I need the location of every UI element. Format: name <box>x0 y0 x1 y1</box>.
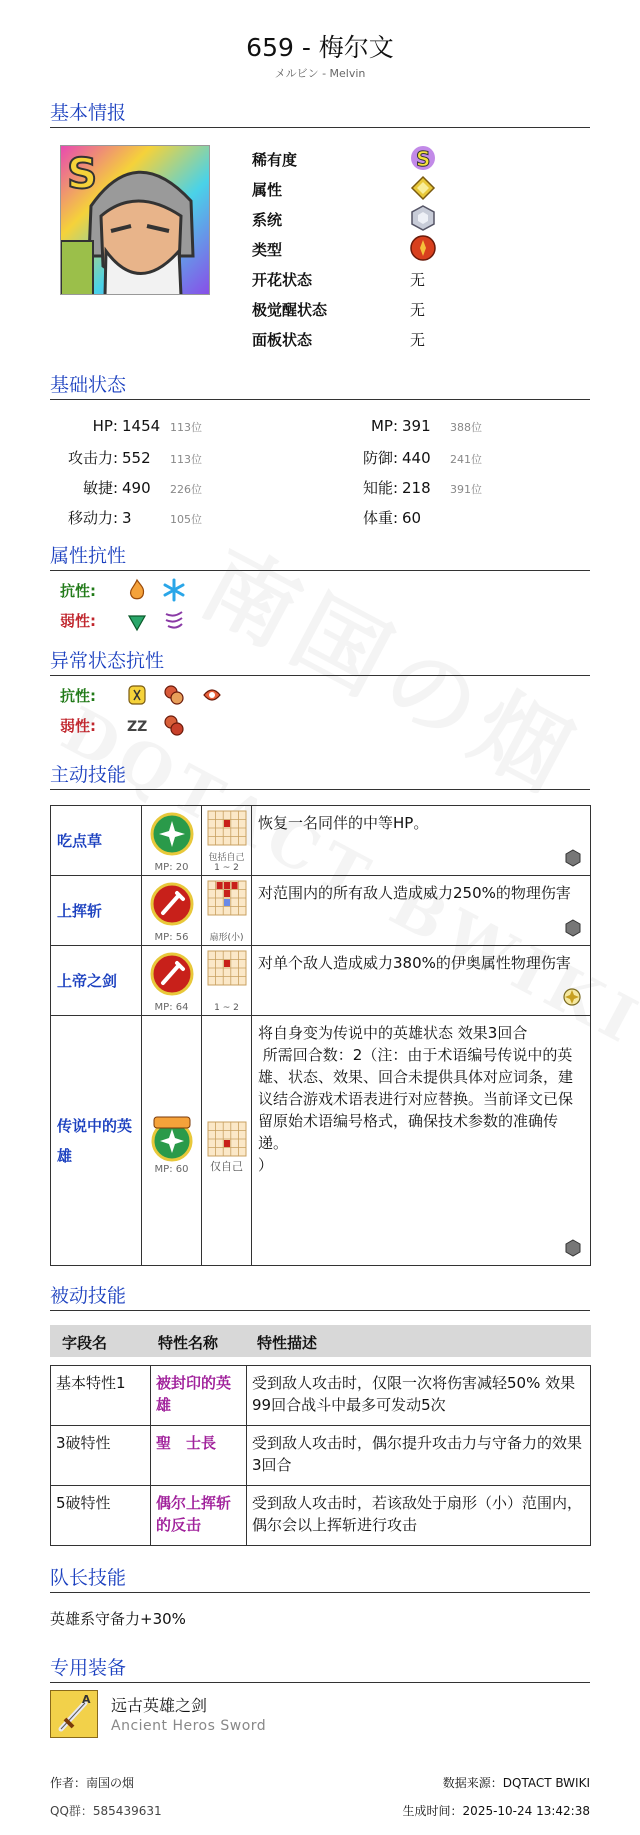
leader-skill-text: 英雄系守备力+30% <box>50 1610 186 1628</box>
footer-time <box>403 1802 590 1819</box>
heal-skill-icon <box>150 812 194 856</box>
passive-trait: 偶尔上挥斩的反击 <box>151 1486 247 1546</box>
skill-name: 吃点草 <box>51 806 142 876</box>
legend-skill-icon <box>148 1115 196 1163</box>
def-value: 440 <box>402 449 431 467</box>
mp-value: 391 <box>402 417 431 435</box>
skill-description <box>252 946 591 1016</box>
skill-mp: MP: 56 <box>154 932 189 943</box>
info-panel <box>252 323 592 353</box>
charm-icon <box>200 683 224 707</box>
weight-value: 60 <box>402 509 422 527</box>
skill-desc-text: 恢复一名同伴的中等HP。 <box>258 814 429 832</box>
skill-description <box>252 806 591 876</box>
atk-label: 攻击力: <box>67 449 118 467</box>
equipment-english-name: Ancient Heros Sword <box>111 1718 267 1734</box>
svg-text:S: S <box>67 149 98 198</box>
move-label: 移动力: <box>67 509 118 527</box>
skill-desc-text: 将自身变为传说中的英雄状态 效果3回合 所需回合数：2（注：由于术语编号传说中的英雄、状态、效果、回合未提供具体对应词条，建议结合游戏术语表进行对应替换。当前译文已保留原始术语编号格式，确保技术参数的准确传递。 ） <box>258 1024 574 1174</box>
int-value: 218 <box>402 479 431 497</box>
svg-text:A: A <box>82 1693 91 1706</box>
fire-icon <box>125 578 149 602</box>
system-shield-icon <box>410 205 436 235</box>
type-label: 类型 <box>252 241 283 259</box>
element-resist-row <box>60 578 194 606</box>
passive-row <box>51 1486 591 1546</box>
skill-icon-cell <box>142 946 202 1016</box>
info-attribute <box>252 173 592 203</box>
qq-value: 585439631 <box>92 1804 162 1818</box>
skill-mp: MP: 60 <box>154 1164 189 1175</box>
panel-label: 面板状态 <box>252 331 313 349</box>
passive-trait: 聖 士長 <box>151 1426 247 1486</box>
skill-range-label: 包括自己 1 ~ 2 <box>208 853 245 873</box>
hexagon-icon <box>564 1239 582 1257</box>
bloom-value: 无 <box>410 271 426 289</box>
hexagon-icon <box>564 849 582 867</box>
passive-desc: 受到敌人攻击时，若该敌处于扇形（小）范围内，偶尔会以上挥斩进行攻击 <box>247 1486 591 1546</box>
source-label: 数据来源： <box>442 1776 503 1790</box>
author-value: 南国の烟 <box>86 1776 135 1790</box>
skill-icon-cell <box>142 806 202 876</box>
passive-field: 5破特性 <box>51 1486 151 1546</box>
move-rank: 105位 <box>170 513 202 526</box>
footer-author <box>50 1774 134 1791</box>
int-rank: 391位 <box>450 483 482 496</box>
passive-field: 基本特性1 <box>51 1366 151 1426</box>
footer-source <box>443 1774 590 1791</box>
skill-desc-text: 对范围内的所有敌人造成威力250%的物理伤害 <box>258 884 571 902</box>
sword-skill-icon <box>150 952 194 996</box>
skill-description <box>252 1016 591 1266</box>
skill-icon-cell <box>142 876 202 946</box>
wind-icon <box>162 608 186 632</box>
section-basic-info: 基本情报 <box>50 100 590 128</box>
skill-name: 上挥斩 <box>51 876 142 946</box>
agi-value: 490 <box>122 479 151 497</box>
status-resist-row <box>60 683 232 711</box>
passive-row <box>51 1366 591 1426</box>
skill-range-label: 仅自己 <box>210 1160 243 1173</box>
page-subtitle: メルビン - Melvin <box>274 67 366 80</box>
status-weak-label: 弱性: <box>60 716 96 735</box>
passive-field: 3破特性 <box>51 1426 151 1486</box>
passive-table-header <box>50 1325 591 1357</box>
stat-atk <box>50 447 202 473</box>
header-field: 字段名 <box>62 1334 108 1352</box>
svg-text:ZZ: ZZ <box>127 719 148 735</box>
move-value: 3 <box>122 509 132 527</box>
status-resist-label: 抗性: <box>60 686 96 705</box>
light-element-icon <box>562 987 582 1007</box>
section-equipment: 专用装备 <box>50 1655 590 1683</box>
stat-weight <box>330 507 444 533</box>
skill-description <box>252 876 591 946</box>
atk-rank: 113位 <box>170 453 202 466</box>
info-awaken <box>252 293 592 323</box>
element-resist-label: 抗性: <box>60 581 96 600</box>
skill-row <box>51 946 591 1016</box>
stat-def <box>330 447 482 473</box>
passive-trait: 被封印的英雄 <box>151 1366 247 1426</box>
agi-label: 敏捷: <box>82 479 118 497</box>
equipment-name: 远古英雄之剑 <box>111 1696 208 1715</box>
attribute-gem-icon <box>410 175 436 205</box>
sword-skill-icon <box>150 882 194 926</box>
confusion-icon <box>125 683 149 707</box>
range-grid-icon <box>207 880 247 916</box>
hp-value: 1454 <box>122 417 161 435</box>
header-trait-name: 特性名称 <box>158 1334 219 1352</box>
skill-row <box>51 806 591 876</box>
sword-icon <box>50 1690 98 1738</box>
svg-text:S: S <box>416 147 431 171</box>
character-portrait <box>60 145 210 295</box>
skill-range-cell <box>202 946 252 1016</box>
skill-name: 传说中的英雄 <box>51 1016 142 1266</box>
skill-range-label: 1 ~ 2 <box>214 1003 239 1013</box>
info-bloom <box>252 263 592 293</box>
active-skill-table <box>50 805 591 1266</box>
def-label: 防御: <box>362 449 398 467</box>
qq-label: QQ群： <box>50 1804 93 1818</box>
bloom-label: 开花状态 <box>252 271 313 289</box>
earth-icon <box>125 608 149 632</box>
passive-skill-table <box>50 1365 591 1546</box>
stat-int <box>330 477 482 503</box>
attribute-label: 属性 <box>252 181 283 199</box>
info-type <box>252 233 592 263</box>
stat-agi <box>50 477 202 503</box>
range-grid-icon <box>207 950 247 986</box>
poison-icon <box>162 683 186 707</box>
hp-rank: 113位 <box>170 421 202 434</box>
section-status-resist: 异常状态抗性 <box>50 648 590 676</box>
mp-rank: 388位 <box>450 421 482 434</box>
time-label: 生成时间： <box>402 1804 463 1818</box>
hp-label: HP: <box>92 417 118 435</box>
info-rarity <box>252 143 592 173</box>
section-element-resist: 属性抗性 <box>50 543 590 571</box>
skill-range-cell <box>202 806 252 876</box>
author-label: 作者： <box>50 1776 87 1790</box>
awaken-label: 极觉醒状态 <box>252 301 328 319</box>
int-label: 知能: <box>362 479 398 497</box>
element-weak-label: 弱性: <box>60 611 96 630</box>
sleep-icon <box>125 713 149 737</box>
panel-value: 无 <box>410 331 426 349</box>
footer-qq <box>50 1802 162 1819</box>
rarity-label: 稀有度 <box>252 151 298 169</box>
agi-rank: 226位 <box>170 483 202 496</box>
atk-value: 552 <box>122 449 151 467</box>
stat-move <box>50 507 202 533</box>
section-active-skills: 主动技能 <box>50 762 590 790</box>
passive-row <box>51 1426 591 1486</box>
section-leader-skill: 队长技能 <box>50 1565 590 1593</box>
def-rank: 241位 <box>450 453 482 466</box>
page-title: 659 - 梅尔文 <box>246 33 394 62</box>
type-crest-icon <box>410 235 436 265</box>
info-system <box>252 203 592 233</box>
stat-hp <box>50 417 202 443</box>
rarity-s-icon <box>410 145 436 175</box>
skill-name: 上帝之剑 <box>51 946 142 1016</box>
range-grid-icon <box>207 810 247 846</box>
skill-range-cell <box>202 1016 252 1266</box>
weight-label: 体重: <box>362 509 398 527</box>
header-trait-desc: 特性描述 <box>257 1334 318 1352</box>
section-passive-skills: 被动技能 <box>50 1283 590 1311</box>
hexagon-icon <box>564 919 582 937</box>
ice-icon <box>162 578 186 602</box>
section-stats: 基础状态 <box>50 372 590 400</box>
passive-desc: 受到敌人攻击时，偶尔提升攻击力与守备力的效果3回合 <box>247 1426 591 1486</box>
element-weak-row <box>60 608 194 636</box>
skill-mp: MP: 20 <box>154 862 189 873</box>
skill-icon-cell <box>142 1016 202 1266</box>
skill-mp: MP: 64 <box>154 1002 189 1013</box>
status-weak-row <box>60 713 194 741</box>
time-value: 2025-10-24 13:42:38 <box>462 1804 590 1818</box>
passive-desc: 受到敌人攻击时，仅限一次将伤害减轻50% 效果99回合战斗中最多可发动5次 <box>247 1366 591 1426</box>
skill-row <box>51 1016 591 1266</box>
range-grid-icon <box>207 1121 247 1157</box>
awaken-value: 无 <box>410 301 426 319</box>
skill-range-cell <box>202 876 252 946</box>
stat-mp <box>330 417 482 443</box>
skill-row <box>51 876 591 946</box>
paralysis-icon <box>162 713 186 737</box>
mp-label: MP: <box>370 417 398 435</box>
skill-range-label: 扇形(小) <box>209 933 244 943</box>
skill-desc-text: 对单个敌人造成威力380%的伊奥属性物理伤害 <box>258 954 571 972</box>
system-label: 系统 <box>252 211 283 229</box>
source-value: DQTACT BWIKI <box>502 1776 590 1790</box>
